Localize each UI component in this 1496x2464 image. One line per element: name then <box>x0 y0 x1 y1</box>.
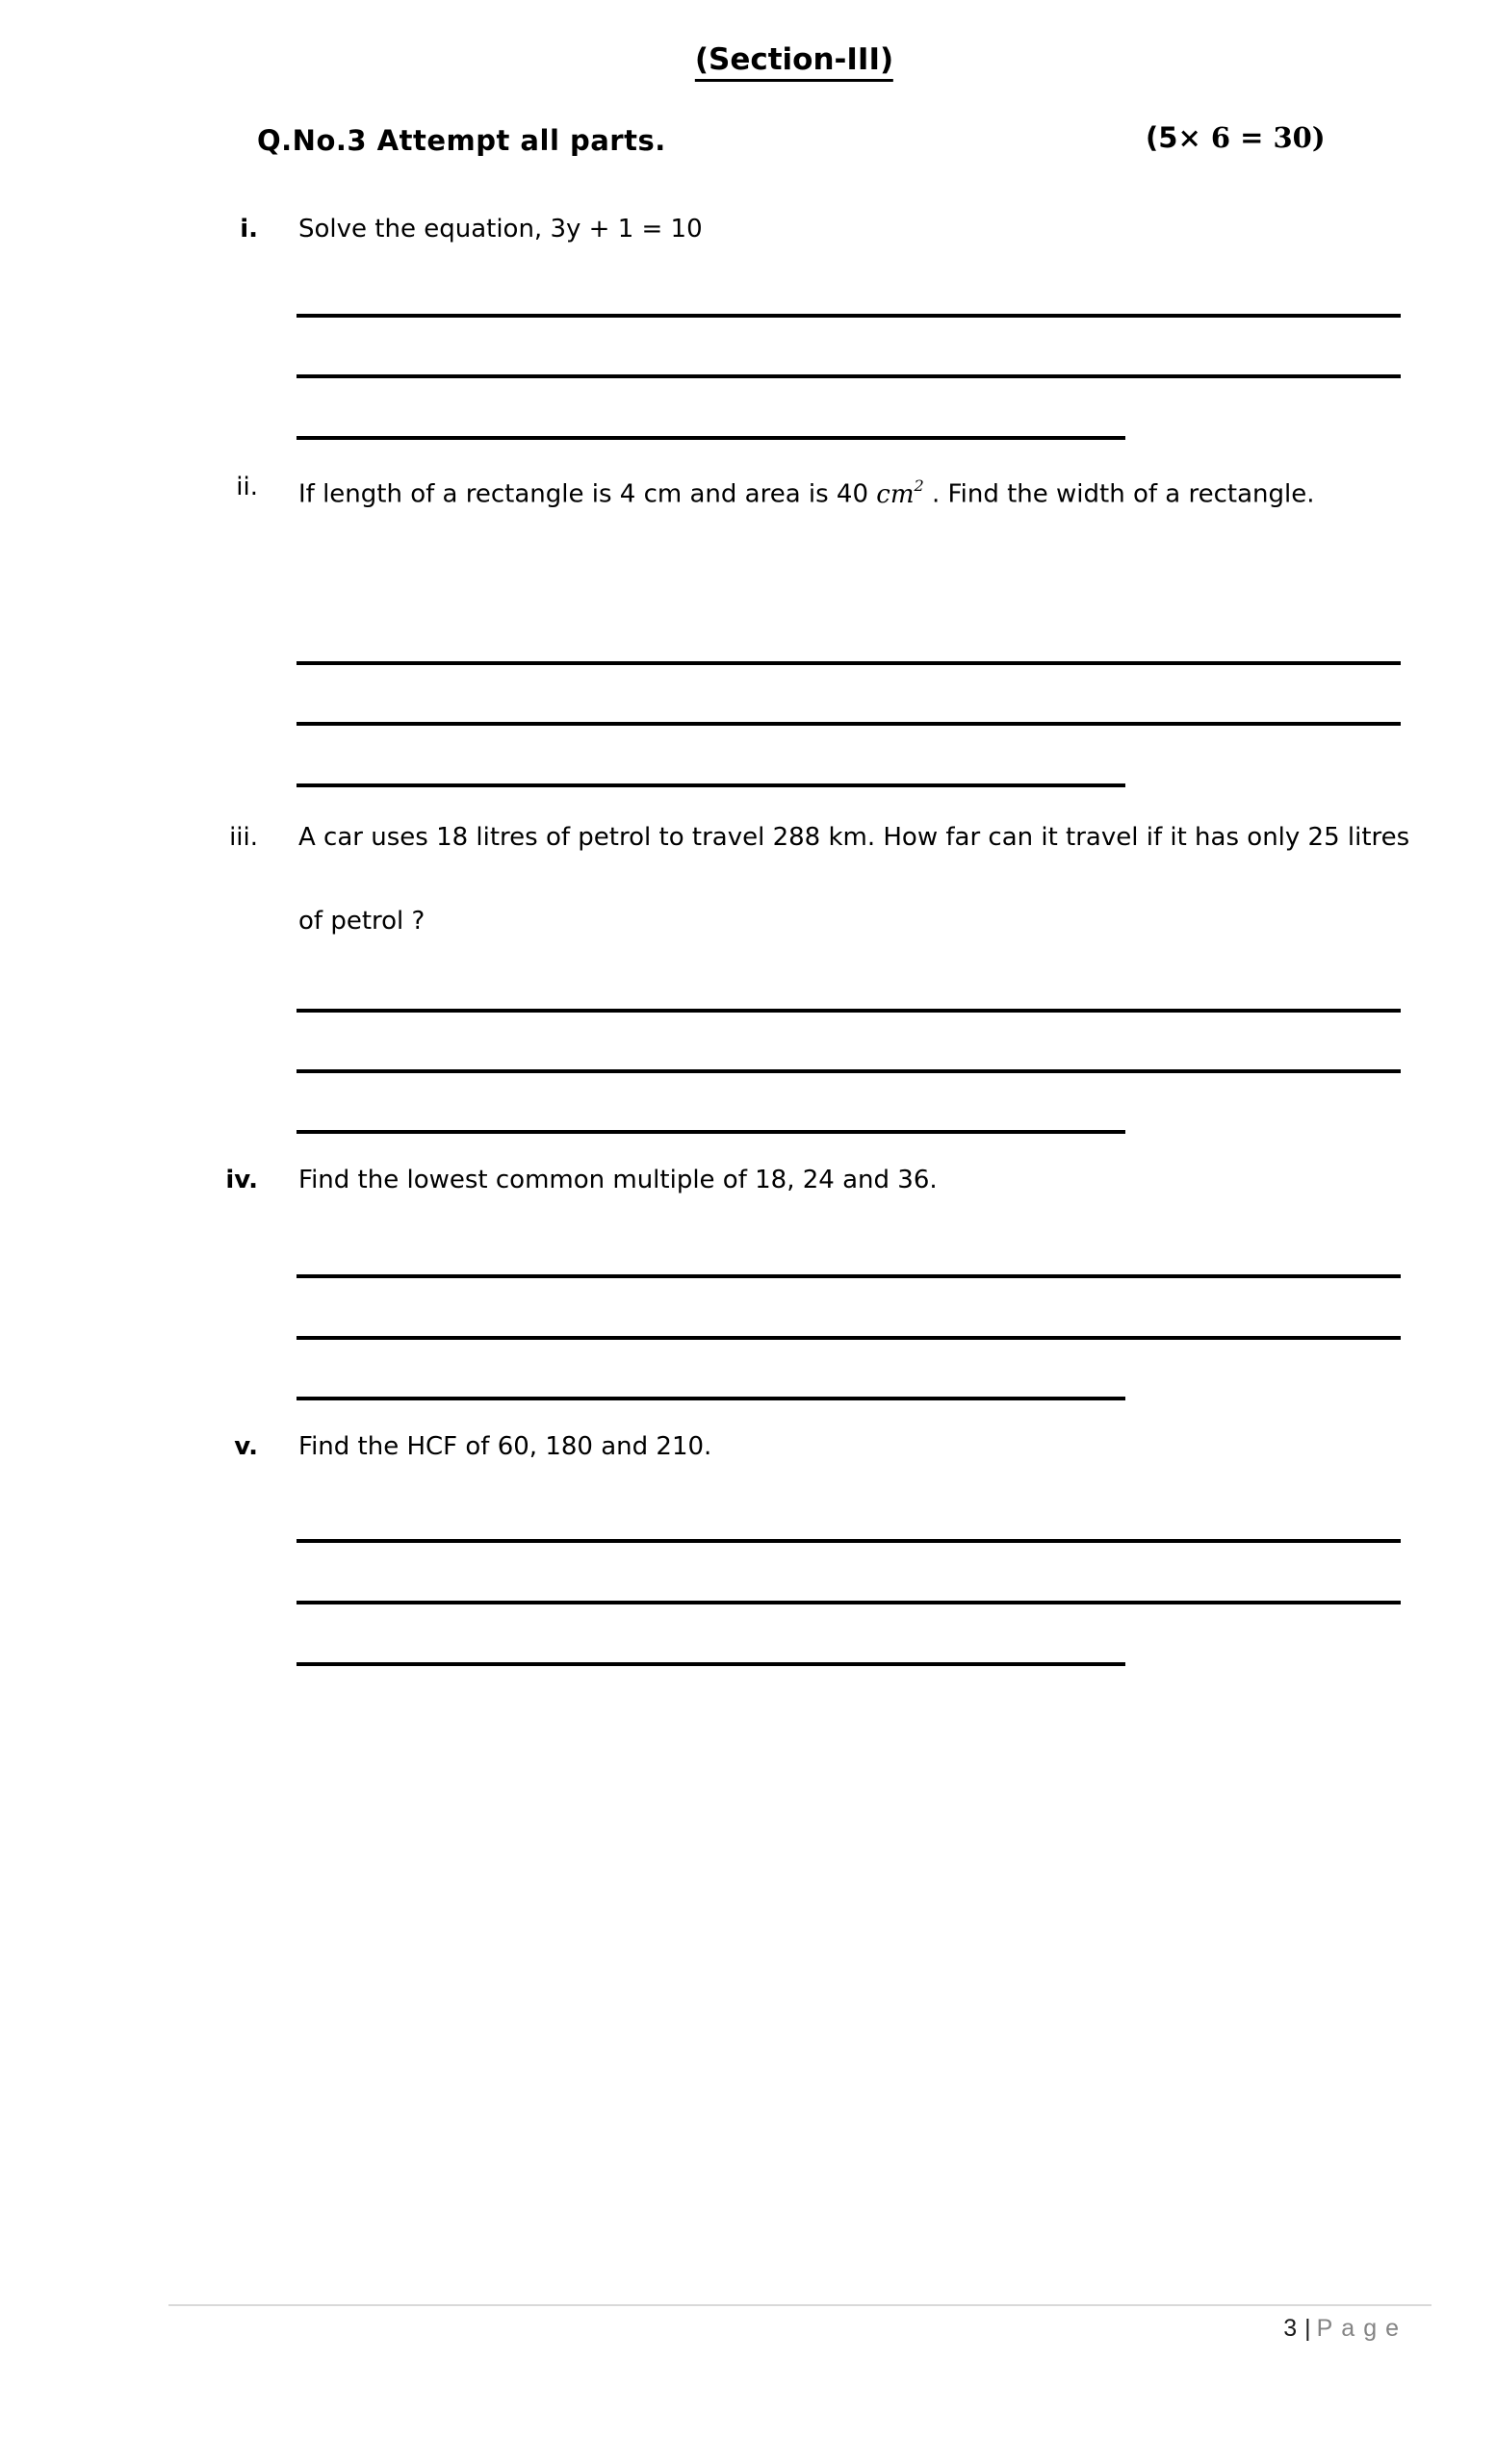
answer-line <box>297 1336 1401 1340</box>
question-text-v: Find the HCF of 60, 180 and 210. <box>298 1432 712 1461</box>
answer-line <box>297 783 1125 787</box>
question-ii-after: . Find the width of a rectangle. <box>923 479 1315 509</box>
answer-line <box>297 1069 1401 1073</box>
answer-line <box>297 314 1401 318</box>
footer-divider <box>168 2304 1432 2306</box>
answer-line <box>297 1601 1401 1604</box>
question-text-i: Solve the equation, 3y + 1 = 10 <box>298 215 703 244</box>
answer-line <box>297 661 1401 665</box>
question-numeral-i: i. <box>240 215 258 244</box>
page-number: 3 <box>1283 2315 1298 2342</box>
answer-line <box>297 374 1401 378</box>
answer-line <box>297 1009 1401 1013</box>
answer-line <box>297 1662 1125 1666</box>
question-numeral-iii: iii. <box>229 823 258 852</box>
marks-formula: × 6 = 30) <box>1177 121 1326 154</box>
marks-prefix: (5 <box>1146 121 1178 154</box>
question-numeral-iv: iv. <box>225 1166 258 1194</box>
question-text-iv: Find the lowest common multiple of 18, 24 and 36. <box>298 1166 938 1194</box>
footer-label: Page <box>1316 2315 1407 2342</box>
question-numeral-v: v. <box>234 1432 258 1461</box>
answer-line <box>297 1397 1125 1400</box>
answer-line <box>297 1274 1401 1278</box>
question-text-ii <box>298 446 1427 537</box>
question-text-iii: A car uses 18 litres of petrol to travel 288 km. How far can it travel if it has only 25 litres of petrol ? <box>298 823 1410 936</box>
page-footer <box>1283 2315 1407 2343</box>
section-title-text: (Section-III) <box>695 42 893 82</box>
answer-line <box>297 436 1125 440</box>
marks-allocation <box>1146 121 1326 154</box>
section-title <box>695 42 893 77</box>
footer-separator: | <box>1304 2315 1311 2342</box>
answer-line <box>297 1130 1125 1134</box>
answer-line <box>297 1539 1401 1543</box>
answer-line <box>297 722 1401 726</box>
question-header: Q.No.3 Attempt all parts. <box>257 124 666 157</box>
question-ii-before: If length of a rectangle is 4 cm and area is 40 <box>298 479 877 509</box>
question-numeral-ii: ii. <box>236 473 258 501</box>
math-cm-squared: $cm^2$ <box>876 476 924 509</box>
